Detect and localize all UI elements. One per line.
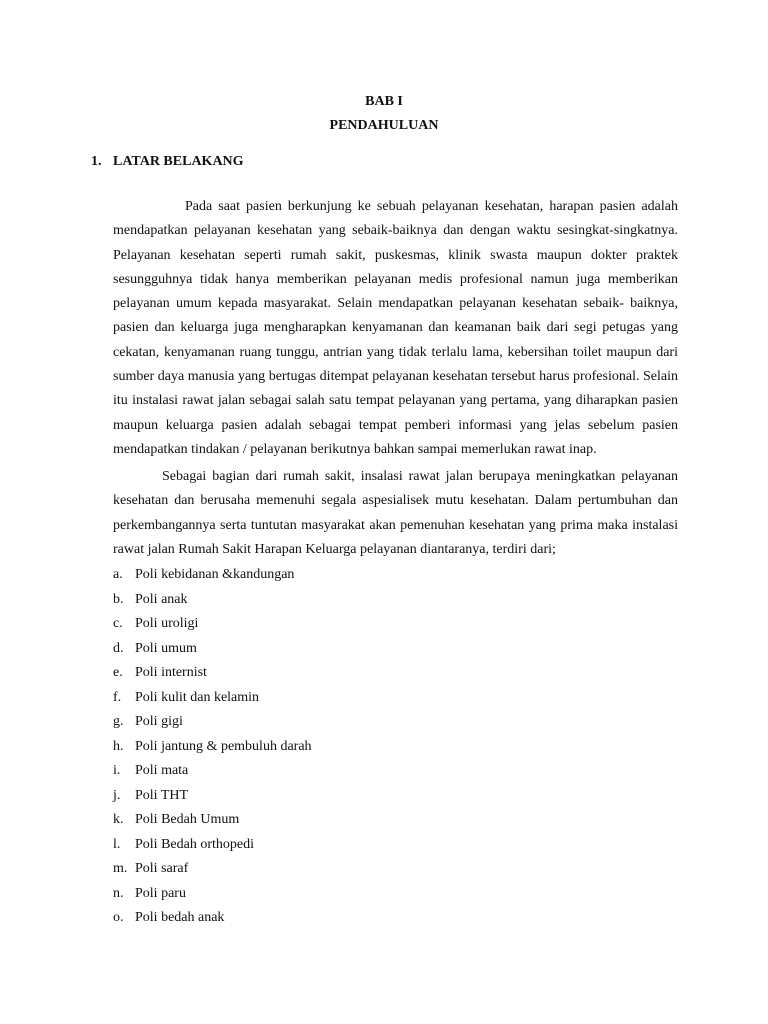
list-label: Poli paru	[135, 885, 186, 901]
list-letter: e.	[113, 665, 123, 680]
list-label: Poli jantung & pembuluh darah	[135, 738, 312, 754]
list-item	[113, 686, 312, 711]
list-item	[113, 906, 312, 931]
list-item	[113, 637, 312, 662]
list-label: Poli internist	[135, 665, 207, 680]
paragraph-text: Pada saat pasien berkunjung ke sebuah pelayanan kesehatan, harapan pasien adalah mendapatkan pelayanan kesehatan yang sebaik-baiknya dan dengan waktu sesingkat-singkatnya. Pelayanan kesehatan seperti rumah sakit, puskesmas, klinik swasta maupun dokter praktek sesungguhnya tidak hanya memberikan pelayanan medis profesional namun juga memberikan pelayanan umum kepada masyarakat. Selain mendapatkan pelayanan kesehatan sebaik- baiknya, pasien dan keluarga juga mengharapkan kenyamanan dan keamanan baik dari segi petugas yang cekatan, kenyamanan ruang tunggu, antrian yang tidak terlalu lama, kebersihan toilet maupun dari sumber daya manusia yang bertugas ditempat pelayanan kesehatan tersebut harus profesional. Selain itu instalasi rawat jalan sebagai salah satu tempat pelayanan yang pertama, yang diharapkan pasien maupun keluarga pasien adalah sebagai tempat pemberi informasi yang jelas sebelum pasien mendapatkan tindakan / pelayanan berikutnya bahkan sampai memerlukan rawat inap.	[113, 199, 678, 457]
list-label: Poli Bedah orthopedi	[135, 836, 254, 852]
list-item	[113, 735, 312, 760]
poli-list	[113, 563, 312, 931]
list-item	[113, 784, 312, 809]
list-item	[113, 563, 312, 588]
list-letter: i.	[113, 763, 121, 778]
list-label: Poli gigi	[135, 714, 183, 729]
list-letter: o.	[113, 910, 124, 925]
list-letter: g.	[113, 714, 124, 729]
list-label: Poli Bedah Umum	[135, 812, 240, 827]
list-item	[113, 857, 312, 882]
list-label: Poli saraf	[135, 861, 189, 876]
list-letter: f.	[113, 689, 122, 705]
chapter-title: PENDAHULUAN	[329, 118, 439, 133]
list-item	[113, 882, 312, 907]
list-item	[113, 833, 312, 858]
list-label: Poli uroligi	[135, 616, 199, 631]
list-letter: a.	[113, 567, 123, 582]
list-letter: k.	[113, 812, 124, 827]
list-label: Poli anak	[135, 591, 188, 607]
list-item	[113, 612, 312, 637]
list-label: Poli umum	[135, 640, 197, 656]
list-letter: b.	[113, 591, 124, 607]
list-letter: d.	[113, 640, 124, 656]
list-letter: l.	[113, 836, 121, 852]
list-letter: n.	[113, 885, 124, 901]
list-letter: c.	[113, 616, 123, 631]
list-letter: m.	[113, 861, 128, 876]
section-number: 1.	[91, 154, 102, 169]
list-label: Poli mata	[135, 763, 189, 778]
list-label: Poli kebidanan &kandungan	[135, 567, 295, 582]
chapter-heading: BAB I	[365, 94, 403, 109]
section-heading	[91, 154, 244, 170]
list-item	[113, 808, 312, 833]
list-letter: j.	[113, 787, 121, 803]
paragraph-1	[113, 195, 678, 462]
paragraph-text: Sebagai bagian dari rumah sakit, insalasi rawat jalan berupaya meningkatkan pelayanan kesehatan dan berusaha memenuhi segala aspesialisek mutu kesehatan. Dalam pertumbuhan dan perkembangannya serta tuntutan masyarakat akan pemenuhan kesehatan yang prima maka instalasi rawat jalan Rumah Sakit Harapan Keluarga pelayanan diantaranya, terdiri dari;	[113, 469, 678, 557]
paragraph-2	[113, 465, 678, 562]
list-letter: h.	[113, 738, 124, 754]
list-label: Poli THT	[135, 787, 189, 803]
section-title: LATAR BELAKANG	[113, 154, 244, 169]
list-item	[113, 759, 312, 784]
list-label: Poli kulit dan kelamin	[135, 689, 260, 705]
list-item	[113, 710, 312, 735]
list-item	[113, 588, 312, 613]
list-item	[113, 661, 312, 686]
list-label: Poli bedah anak	[135, 910, 225, 925]
